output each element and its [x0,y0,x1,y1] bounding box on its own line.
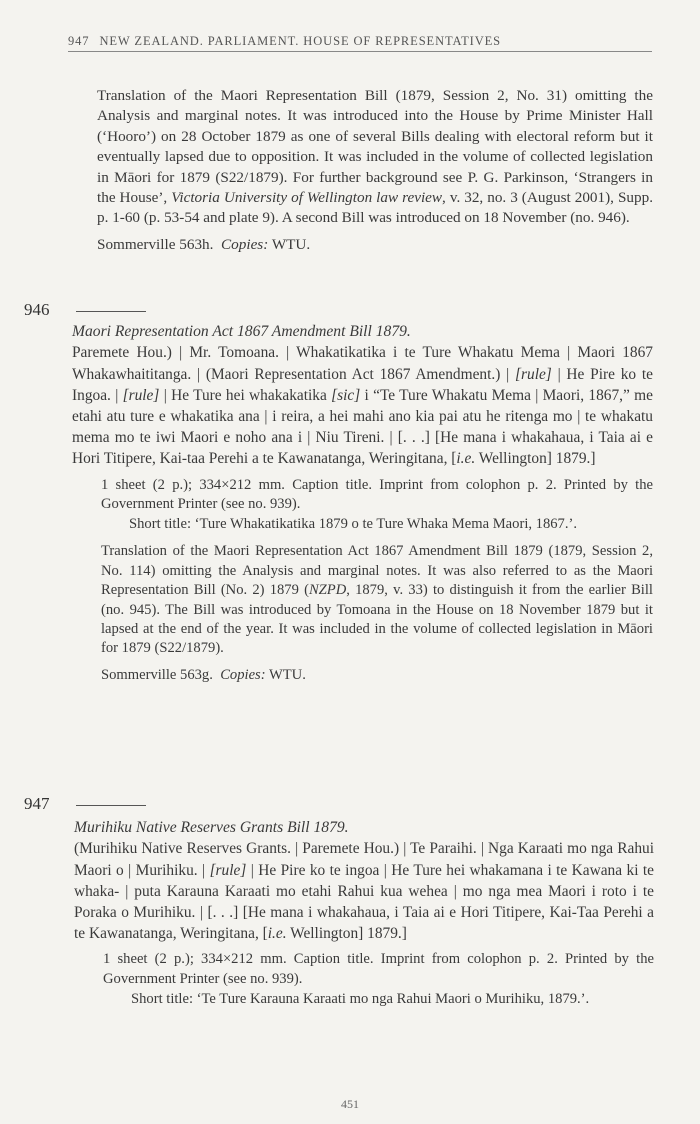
entry-title: Maori Representation Act 1867 Amendment Bill 1879. [72,323,411,340]
entry-title: Murihiku Native Reserves Grants Bill 1879. [74,819,349,836]
entry-946 [72,322,653,685]
entry-references: Sommerville 563g. Copies: WTU. [101,666,306,683]
entry-rule-946 [76,311,146,312]
entry-description: (Murihiku Native Reserves Grants. | Paremete Hou.) | Te Paraihi. | Nga Karaati mo nga Rahui Maori o | Murihiku. | [rule] | He Pire ko te ingoa | He Ture hei whakamana i te Kawana ki te whaka- | puta Karauna Karaati mo etahi Rahui kua wehea | mo nga mea Maori i roto i te Poraka o Murihiku. | [. . .] [He mana i whakahaua, i Taia ai e Hori Titipere, Kai-Taa Perehi a te Kawanatanga, Weringitana, [i.e. Wellington] 1879.] [74,840,654,943]
folio: 451 [341,1097,359,1111]
page-number: 947 [68,34,90,48]
entry-number-947: 947 [24,794,50,813]
entry-short-title: Short title: ‘Te Ture Karauna Karaati mo nga Rahui Maori o Murihiku, 1879.’. [131,990,590,1007]
entry-rule-947 [76,805,146,806]
running-head [68,34,652,52]
entry-physical-description: 1 sheet (2 p.); 334×212 mm. Caption title. Imprint from colophon p. 2. Printed by the Government Printer (see no. 939). [103,951,654,988]
intro-references: Sommerville 563h. Copies: WTU. [97,235,311,253]
intro-section [97,86,653,255]
running-title: NEW ZEALAND. PARLIAMENT. HOUSE OF REPRESENTATIVES [99,34,502,48]
entry-note: Translation of the Maori Representation Act 1867 Amendment Bill 1879 (1879, Session 2, No. 114) omitting the Analysis and marginal notes. It was also referred to as the Maori Representation Bill (No. 2) 1879 (NZPD, 1879, v. 33) to distinguish it from the earlier Bill (no. 945). The Bill was introduced by Tomoana in the House on 18 November 1879 but it lapsed at the end of the year. It was included in the volume of collected legislation in Māori for 1879 (S22/1879). [101,543,653,657]
entry-947 [74,818,654,1009]
entry-short-title: Short title: ‘Ture Whakatikatika 1879 o te Ture Whaka Mema Maori, 1867.’. [129,515,578,532]
entry-physical-description: 1 sheet (2 p.); 334×212 mm. Caption title. Imprint from colophon p. 2. Printed by the Government Printer (see no. 939). [101,476,653,513]
entry-description: Paremete Hou.) | Mr. Tomoana. | Whakatikatika i te Ture Whakatu Mema | Maori 1867 Whakawhaititanga. | (Maori Representation Act 1867 Amendment.) | [rule] | He Pire ko te Ingoa. | [rule] | He Ture hei whakakatika [sic] i “Te Ture Whakatu Mema | Maori, 1867,” me etahi atu ture e whakatika ana | i reira, a hei mahi ano kia pai atu he ritenga mo | te whakatu mema mo te iwi Maori e noho ana i | Niu Tireni. | [. . .] [He mana i whakahaua, i Taia ai e Hori Titipere, Kai-taa Perehi a te Kawanatanga, Weringitana, [i.e. Wellington] 1879.] [72,344,653,468]
intro-paragraph: Translation of the Maori Representation Bill (1879, Session 2, No. 31) omitting the Analysis and marginal notes. It was introduced into the House by Prime Minister Hall (‘Hooro’) on 28 October 1879 as one of several Bills dealing with electoral reform but it eventually lapsed due to opposition. It was included in the volume of collected legislation in Māori for 1879 (S22/1879). For further background see P. G. Parkinson, ‘Strangers in the House’, Victoria University of Wellington law review, v. 32, no. 3 (August 2001), Supp. p. 1-60 (p. 53-54 and plate 9). A second Bill was introduced on 18 November (no. 946). [97,87,653,227]
journal-title: Victoria University of Wellington law review [171,189,443,207]
entry-number-946: 946 [24,300,50,319]
